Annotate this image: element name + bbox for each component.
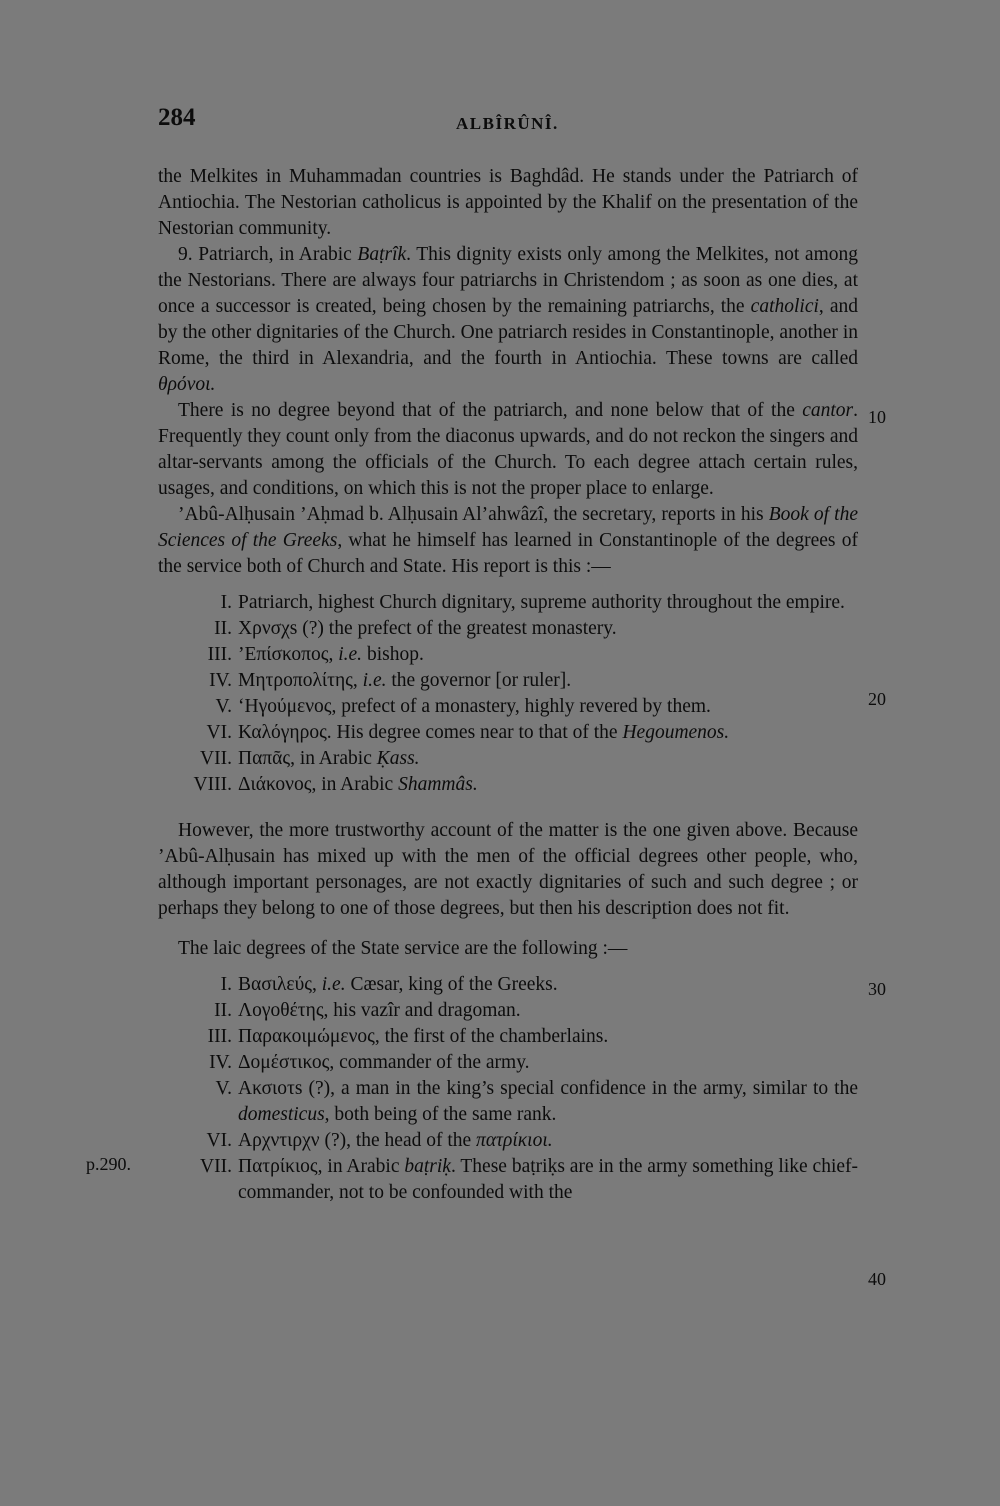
list-item: V. Ακσιοτs (?), a man in the king’s special confidence in the army, similar to the domesticus, both being of the same rank. — [215, 1078, 858, 1125]
paragraph-no-degree: There is no degree beyond that of the patriarch, and none below that of the cantor. Frequently they count only from the diaconus upwards, and do not reckon the singers and altar-servants among the officials of the Church. To each degree attach certain rules, usages, and conditions, on which this is not the proper place to enlarge. — [158, 400, 858, 499]
page-header — [158, 104, 858, 144]
page-number: 284 — [158, 104, 196, 131]
list-item: I. Βασιλεύς, i.e. Cæsar, king of the Greeks. — [220, 974, 558, 995]
paragraph-melkites: the Melkites in Muhammadan countries is Baghdâd. He stands under the Patriarch of Antiochia. The Nestorian catholicus is appointed by the Khalif on the presentation of the Nestorian community. — [158, 166, 858, 239]
list-item: VII. Πατρίκιος, in Arabic baṭriḳ. These baṭriḳs are in the army something like chief-commander, not to be confounded with the — [200, 1156, 858, 1203]
list-item: VIII. Διάκονος, in Arabic Shammâs. — [193, 774, 478, 795]
line-number-10: 10 — [868, 407, 886, 427]
list-item: III. Παρακοιμώμενος, the first of the chamberlains. — [207, 1026, 609, 1047]
list-item: I. Patriarch, highest Church dignitary, supreme authority throughout the empire. — [220, 592, 845, 613]
list-item: VI. Καλόγηρος. His degree comes near to that of the Hegoumenos. — [206, 722, 730, 743]
paragraph-patriarch: 9. Patriarch, in Arabic Baṭrîk. This dignity exists only among the Melkites, not among the Nestorians. There are always four patriarchs in Christendom ; as soon as one dies, at once a successor is created, being chosen by the remaining patriarchs, the catholici, and by the other dignitaries of the Church. One patriarch resides in Constantinople, another in Rome, the third in Alexandria, and the fourth in Antiochia. These towns are called θρόνοι. — [158, 244, 859, 395]
running-head: ALBÎRÛNÎ. — [456, 114, 559, 133]
church-degrees-list — [158, 590, 858, 798]
state-degrees-list — [158, 972, 858, 1206]
list-item: II. Χρνσχs (?) the prefect of the greatest monastery. — [214, 618, 617, 639]
paragraph-abu-alhusain: ’Abû-Alḥusain ’Aḥmad b. Alḥusain Al’ahwâzî, the secretary, reports in his Book of the Sciences of the Greeks, what he himself has learned in Constantinople of the degrees of the service both of Church and State. His report is this :— — [158, 504, 858, 577]
list-item: IV. Μητροπολίτης, i.e. the governor [or ruler]. — [209, 670, 572, 691]
list-item: IV. Δομέστικος, commander of the army. — [209, 1052, 530, 1073]
list-item: II. Λογοθέτης, his vazîr and dragoman. — [214, 1000, 521, 1021]
list-item: VII. Παπᾶς, in Arabic Ḳass. — [200, 748, 420, 769]
line-number-40: 40 — [868, 1269, 886, 1289]
body-text — [158, 164, 858, 1206]
line-number-20: 20 — [868, 689, 886, 709]
paragraph-laic-degrees: The laic degrees of the State service are the following :— — [178, 938, 628, 959]
folio-reference: p.290. — [86, 1154, 131, 1174]
list-item: III. ’Επίσκοπος, i.e. bishop. — [207, 644, 424, 665]
paragraph-trustworthy: However, the more trustworthy account of the matter is the one given above. Because ’Abû-Alḥusain has mixed up with the men of the official degrees other people, who, although important personages, are not exactly dignitaries of such and such degree ; or perhaps they belong to one of those degrees, but then his description does not fit. — [158, 820, 858, 919]
list-item: VI. Αρχντιρχν (?), the head of the πατρίκιοι. — [206, 1130, 553, 1151]
list-item: V. ‘Ηγούμενος, prefect of a monastery, highly revered by them. — [215, 696, 711, 717]
line-number-30: 30 — [868, 979, 886, 999]
